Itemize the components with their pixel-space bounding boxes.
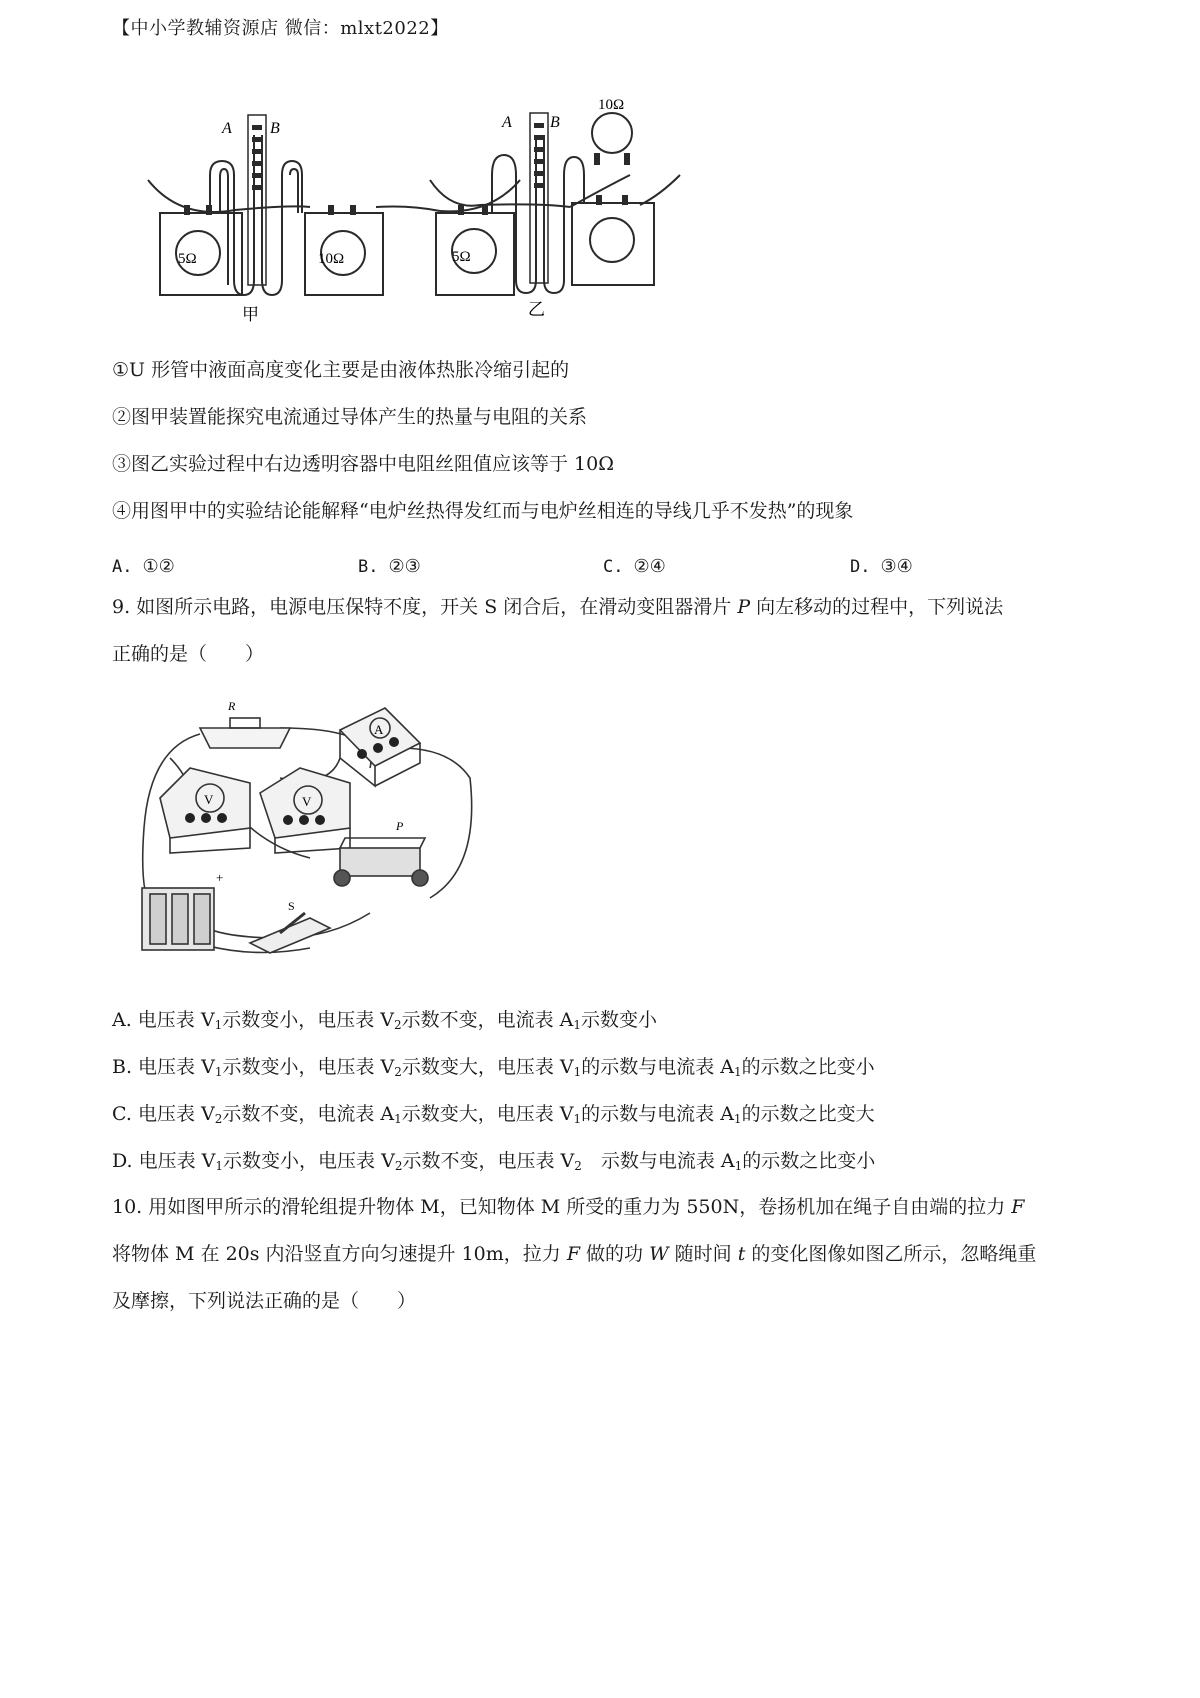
circuit-label-plus: + <box>216 870 224 885</box>
q9-stem-line2: 正确的是（ ） <box>112 643 265 665</box>
caption-yi: 乙 <box>528 300 545 319</box>
statement-1: ①U 形管中液面高度变化主要是由液体热胀冷缩引起的 <box>112 359 570 381</box>
circuit-label-r: R <box>228 699 236 713</box>
statement-4: ④用图甲中的实验结论能解释“电炉丝热得发红而与电炉丝相连的导线几乎不发热”的现象 <box>112 500 854 522</box>
caption-jia: 甲 <box>242 305 259 324</box>
circuit-label-p: P <box>396 819 404 833</box>
q8-option-c[interactable]: C. ②④ <box>603 556 666 577</box>
q10-stem-line2: 将物体 M 在 20s 内沿竖直方向匀速提升 10m，拉力 F 做的功 W 随时间 t 的变化图像如图乙所示，忽略绳重 <box>112 1243 1037 1265</box>
q9-stem-line1: 9. 如图所示电路，电源电压保特不度，开关 S 闭合后，在滑动变阻器滑片 P 向左移动的过程中，下列说法 <box>112 596 1004 618</box>
statement-2: ②图甲装置能探究电流通过导体产生的热量与电阻的关系 <box>112 406 588 428</box>
label-b-yi: B <box>550 114 560 131</box>
q9-option-a[interactable]: A. 电压表 $V_1$示数变小，电压表 $V_2$示数不变，电流表 $A_1$示数变小 <box>112 1009 658 1032</box>
q9-option-c[interactable]: C. 电压表 $V_2$示数不变，电流表 $A_1$示数变大，电压表 $V_1$的示数与电流表 $A_1$的示数之比变大 <box>112 1103 875 1126</box>
u-tube-apparatus-figure <box>140 95 700 325</box>
resistor-10-jia: 10Ω <box>318 251 345 267</box>
label-b-jia: B <box>270 120 280 137</box>
resistor-5-jia: 5Ω <box>178 251 197 267</box>
q9-option-d[interactable]: D. 电压表 $V_1$示数变小，电压表 $V_2$示数不变，电压表 $V_2$ 示数与电流表 $A_1$的示数之比变小 <box>112 1150 876 1173</box>
statement-3: ③图乙实验过程中右边透明容器中电阻丝阻值应该等于 10Ω <box>112 453 614 475</box>
circuit-figure <box>130 688 490 958</box>
q8-option-d[interactable]: D. ③④ <box>850 556 913 577</box>
q10-stem-line3: 及摩擦，下列说法正确的是（ ） <box>112 1290 417 1312</box>
circuit-label-s: S <box>288 899 295 913</box>
q10-stem-line1: 10. 用如图甲所示的滑轮组提升物体 M，已知物体 M 所受的重力为 550N，卷扬机加在绳子自由端的拉力 F <box>112 1196 1025 1218</box>
resistor-5-yi: 5Ω <box>452 249 471 265</box>
watermark-header: 【中小学教辅资源店 微信：mlxt2022】 <box>112 18 449 39</box>
label-a-jia: A <box>222 120 232 137</box>
q9-option-b[interactable]: B. 电压表 $V_1$示数变小，电压表 $V_2$示数变大，电压表 $V_1$的示数与电流表 $A_1$的示数之比变小 <box>112 1056 875 1079</box>
circuit-label-v1: V <box>204 792 214 807</box>
resistor-10-yi-top: 10Ω <box>598 97 625 113</box>
q8-option-b[interactable]: B. ②③ <box>358 556 421 577</box>
circuit-label-a: A <box>374 722 384 737</box>
label-a-yi: A <box>502 114 512 131</box>
circuit-label-v2: V <box>302 794 312 809</box>
q8-option-a[interactable]: A. ①② <box>112 556 175 577</box>
